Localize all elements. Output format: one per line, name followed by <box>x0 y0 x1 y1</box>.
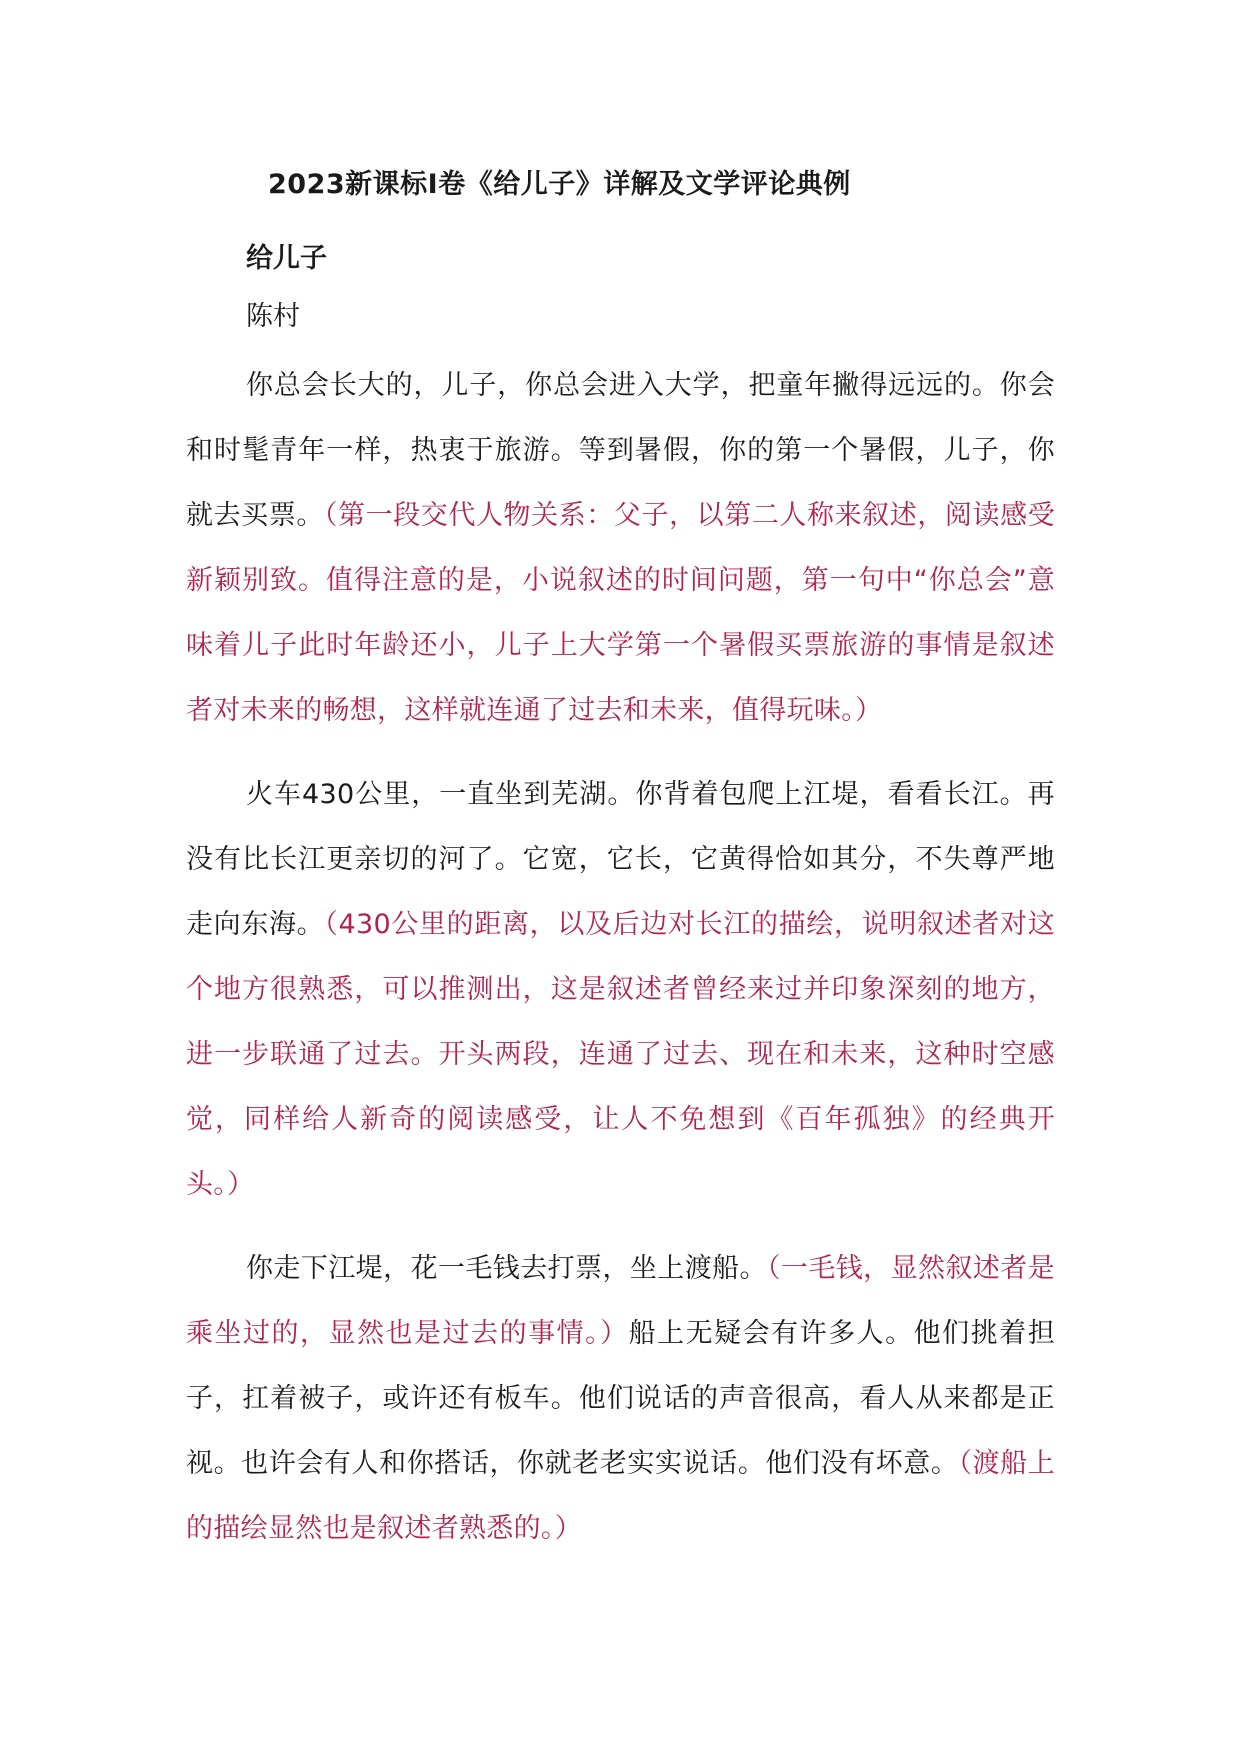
paragraph-1-annotation: （第一段交代人物关系：父子，以第二人称来叙述，阅读感受新颖别致。值得注意的是，小说叙述的时间问题，第一句中“你总会”意味着儿子此时年龄还小，儿子上大学第一个暑假买票旅游的事情是叙述者对未来的畅想，这样就连通了过去和未来，值得玩味。） <box>186 500 1055 726</box>
paragraph-3-text-continued: 船上无疑会有许多人。他们挑着担子，扛着被子，或许还有板车。他们说话的声音很高，看人从来都是正视。也许会有人和你搭话，你就老老实实说话。他们没有坏意。 <box>186 1318 1055 1479</box>
paragraph-3-annotation-2: （渡船上的描绘显然也是叙述者熟悉的。） <box>186 1448 1055 1544</box>
poem-title: 给儿子 <box>246 243 327 274</box>
paragraph-3-annotation: （一毛钱，显然叙述者是乘坐过的，显然也是过去的事情。） <box>186 1253 1055 1349</box>
paragraph-1-text: 你总会长大的，儿子，你总会进入大学，把童年撇得远远的。你会和时髦青年一样，热衷于旅游。等到暑假，你的第一个暑假，儿子，你就去买票。 <box>186 370 1055 531</box>
paragraph-2 <box>186 762 1055 1217</box>
author-name: 陈村 <box>246 301 300 332</box>
paragraph-3-text: 你走下江堤，花一毛钱去打票，坐上渡船。 <box>246 1253 767 1284</box>
paragraph-2-annotation: （430公里的距离，以及后边对长江的描绘，说明叙述者对这个地方很熟悉，可以推测出，这是叙述者曾经来过并印象深刻的地方，进一步联通了过去。开头两段，连通了过去、现在和未来，这种时空感觉，同样给人新奇的阅读感受，让人不免想到《百年孤独》的经典开头。） <box>186 909 1055 1200</box>
paragraph-3 <box>186 1236 1055 1561</box>
paragraph-2-text: 火车430公里，一直坐到芜湖。你背着包爬上江堤，看看长江。再没有比长江更亲切的河了。它宽，它长，它黄得恰如其分，不失尊严地走向东海。 <box>186 779 1055 940</box>
document-title: 2023新课标Ⅰ卷《给儿子》详解及文学评论典例 <box>268 169 851 200</box>
paragraph-1 <box>186 353 1055 743</box>
